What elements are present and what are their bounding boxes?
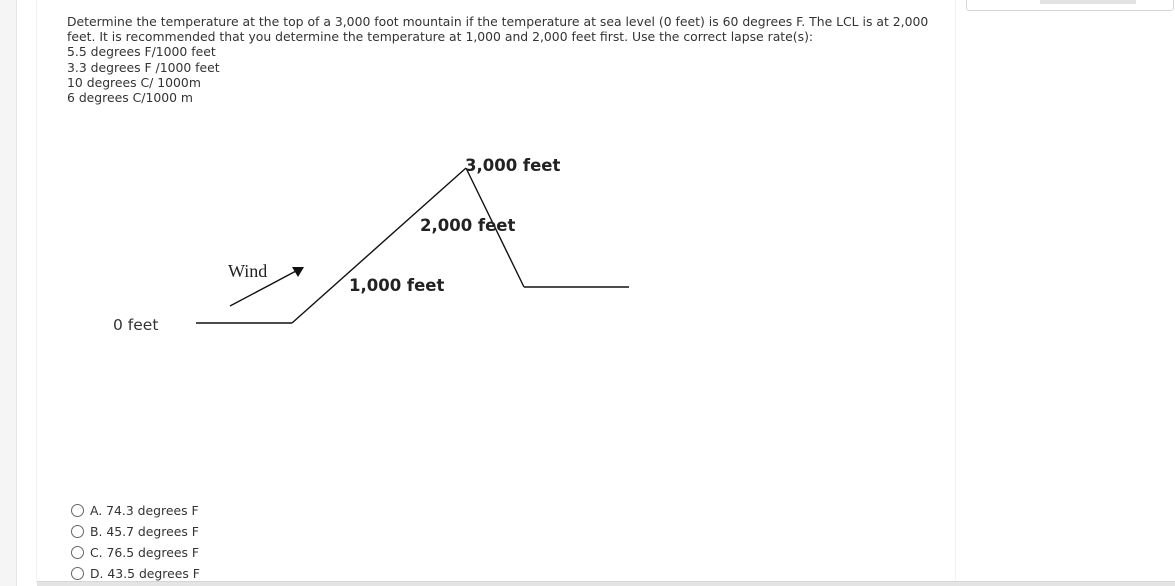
wind-label: Wind: [228, 261, 268, 281]
answer-option-a[interactable]: [71, 500, 371, 521]
windward-slope-line: [292, 168, 466, 323]
lapse-rate-3: 10 degrees C/ 1000m: [67, 74, 201, 90]
answer-options: [71, 500, 371, 584]
radio-button-icon[interactable]: [71, 546, 84, 559]
altitude-2000-label: 2,000 feet: [420, 216, 516, 235]
answer-option-b[interactable]: [71, 521, 371, 542]
answer-option-c[interactable]: [71, 542, 371, 563]
radio-button-icon[interactable]: [71, 504, 84, 517]
lapse-rate-2: 3.3 degrees F /1000 feet: [67, 59, 220, 75]
lapse-rate-1: 5.5 degrees F/1000 feet: [67, 44, 216, 60]
sea-level-label: 0 feet: [113, 316, 159, 334]
radio-button-icon[interactable]: [71, 567, 84, 580]
answer-option-a-label: A. 74.3 degrees F: [90, 503, 199, 518]
lapse-rate-4: 6 degrees C/1000 m: [67, 90, 194, 106]
answer-option-c-label: C. 76.5 degrees F: [90, 545, 199, 560]
altitude-3000-label: 3,000 feet: [465, 156, 561, 175]
question-prompt: Determine the temperature at the top of a 3,000 foot mountain if the temperature at sea level (0 feet) is 60 degrees F. The LCL is at 2,000 feet. It is recommended that you determine the temperature at 1,000 and 2,000 feet first. Use the correct lapse rate(s):: [67, 14, 929, 45]
answer-option-d[interactable]: [71, 563, 371, 584]
radio-button-icon[interactable]: [71, 525, 84, 538]
altitude-1000-label: 1,000 feet: [349, 276, 445, 295]
answer-option-b-label: B. 45.7 degrees F: [90, 524, 199, 539]
answer-option-d-label: D. 43.5 degrees F: [90, 566, 200, 581]
